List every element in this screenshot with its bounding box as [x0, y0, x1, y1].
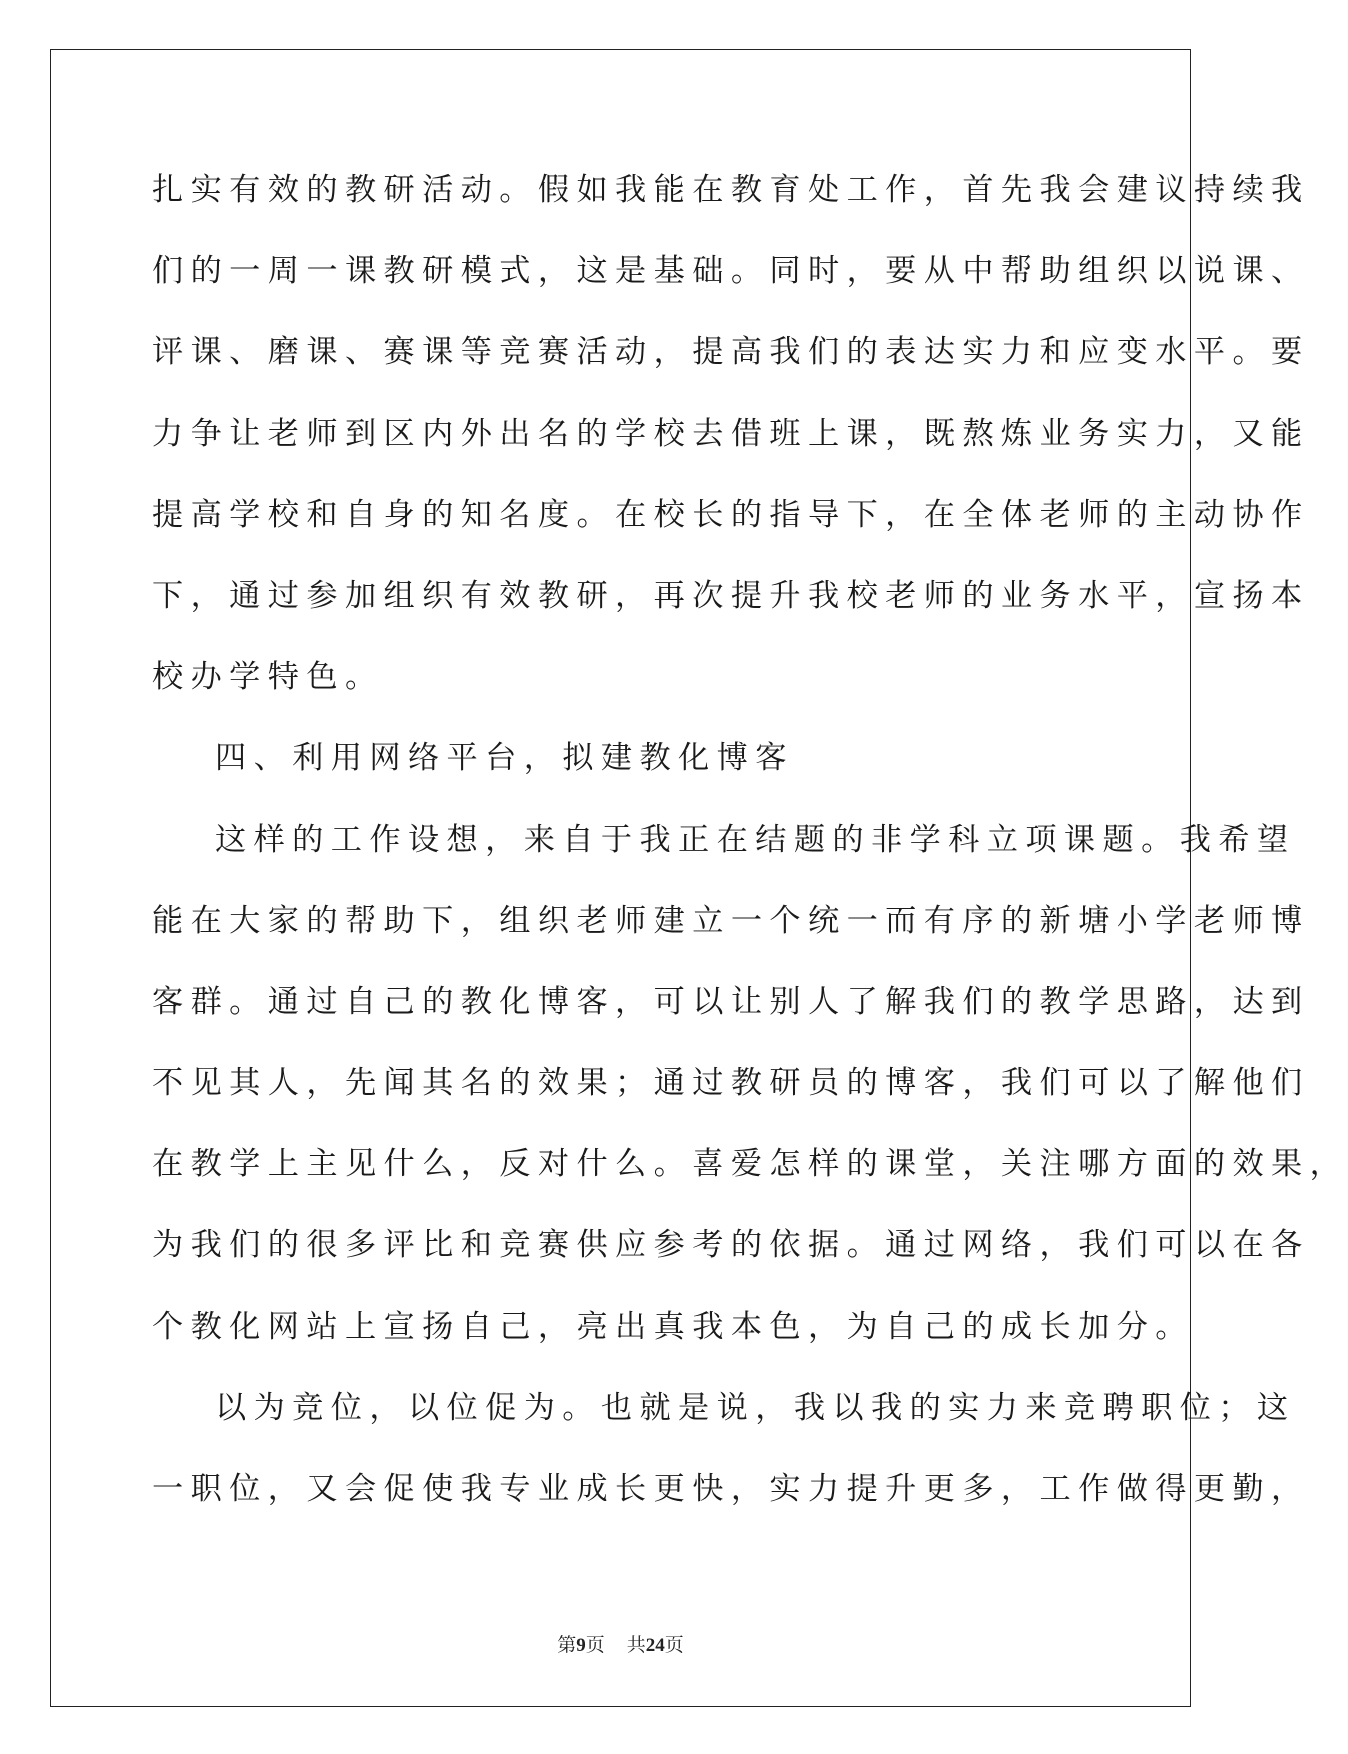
text-line: 不见其人，先闻其名的效果；通过教研员的博客，我们可以了解他们 — [152, 1065, 1310, 1102]
text-line: 以为竞位，以位促为。也就是说，我以我的实力来竞聘职位；这 — [215, 1389, 1296, 1426]
text-line: 一职位，又会促使我专业成长更快，实力提升更多，工作做得更勤， — [152, 1471, 1310, 1507]
total-prefix: 共 — [626, 1635, 646, 1656]
text-line: 客群。通过自己的教化博客，可以让别人了解我们的教学思路，达到 — [152, 983, 1310, 1020]
total-pages: 24 — [645, 1635, 665, 1656]
page-prefix: 第 — [557, 1635, 577, 1656]
document-body — [152, 166, 1348, 1546]
text-line: 个教化网站上宣扬自己，亮出真我本色，为自己的成长加分。 — [152, 1308, 1194, 1345]
total-suffix: 页 — [664, 1635, 684, 1656]
text-line: 能在大家的帮助下，组织老师建立一个统一而有序的新塘小学老师博 — [152, 902, 1310, 939]
text-line: 提高学校和自身的知名度。在校长的指导下，在全体老师的主动协作 — [152, 496, 1310, 533]
text-line: 下，通过参加组织有效教研，再次提升我校老师的业务水平，宣扬本 — [152, 577, 1310, 614]
text-line: 校办学特色。 — [152, 659, 384, 696]
page-footer — [0, 1630, 1241, 1657]
text-line: 力争让老师到区内外出名的学校去借班上课，既熬炼业务实力，又能 — [152, 415, 1310, 452]
text-line: 评课、磨课、赛课等竞赛活动，提高我们的表达实力和应变水平。要 — [152, 334, 1310, 371]
text-line: 为我们的很多评比和竞赛供应参考的依据。通过网络，我们可以在各 — [152, 1227, 1310, 1264]
page-number: 9 — [576, 1635, 586, 1656]
page-suffix: 页 — [585, 1635, 605, 1656]
section-heading: 四、利用网络平台，拟建教化博客 — [215, 740, 794, 777]
text-line: 在教学上主见什么，反对什么。喜爱怎样的课堂，关注哪方面的效果， — [152, 1146, 1348, 1183]
text-line: 这样的工作设想，来自于我正在结题的非学科立项课题。我希望 — [215, 821, 1296, 858]
text-line: 们的一周一课教研模式，这是基础。同时，要从中帮助组织以说课、 — [152, 253, 1310, 290]
text-line: 扎实有效的教研活动。假如我能在教育处工作，首先我会建议持续我 — [152, 172, 1310, 208]
